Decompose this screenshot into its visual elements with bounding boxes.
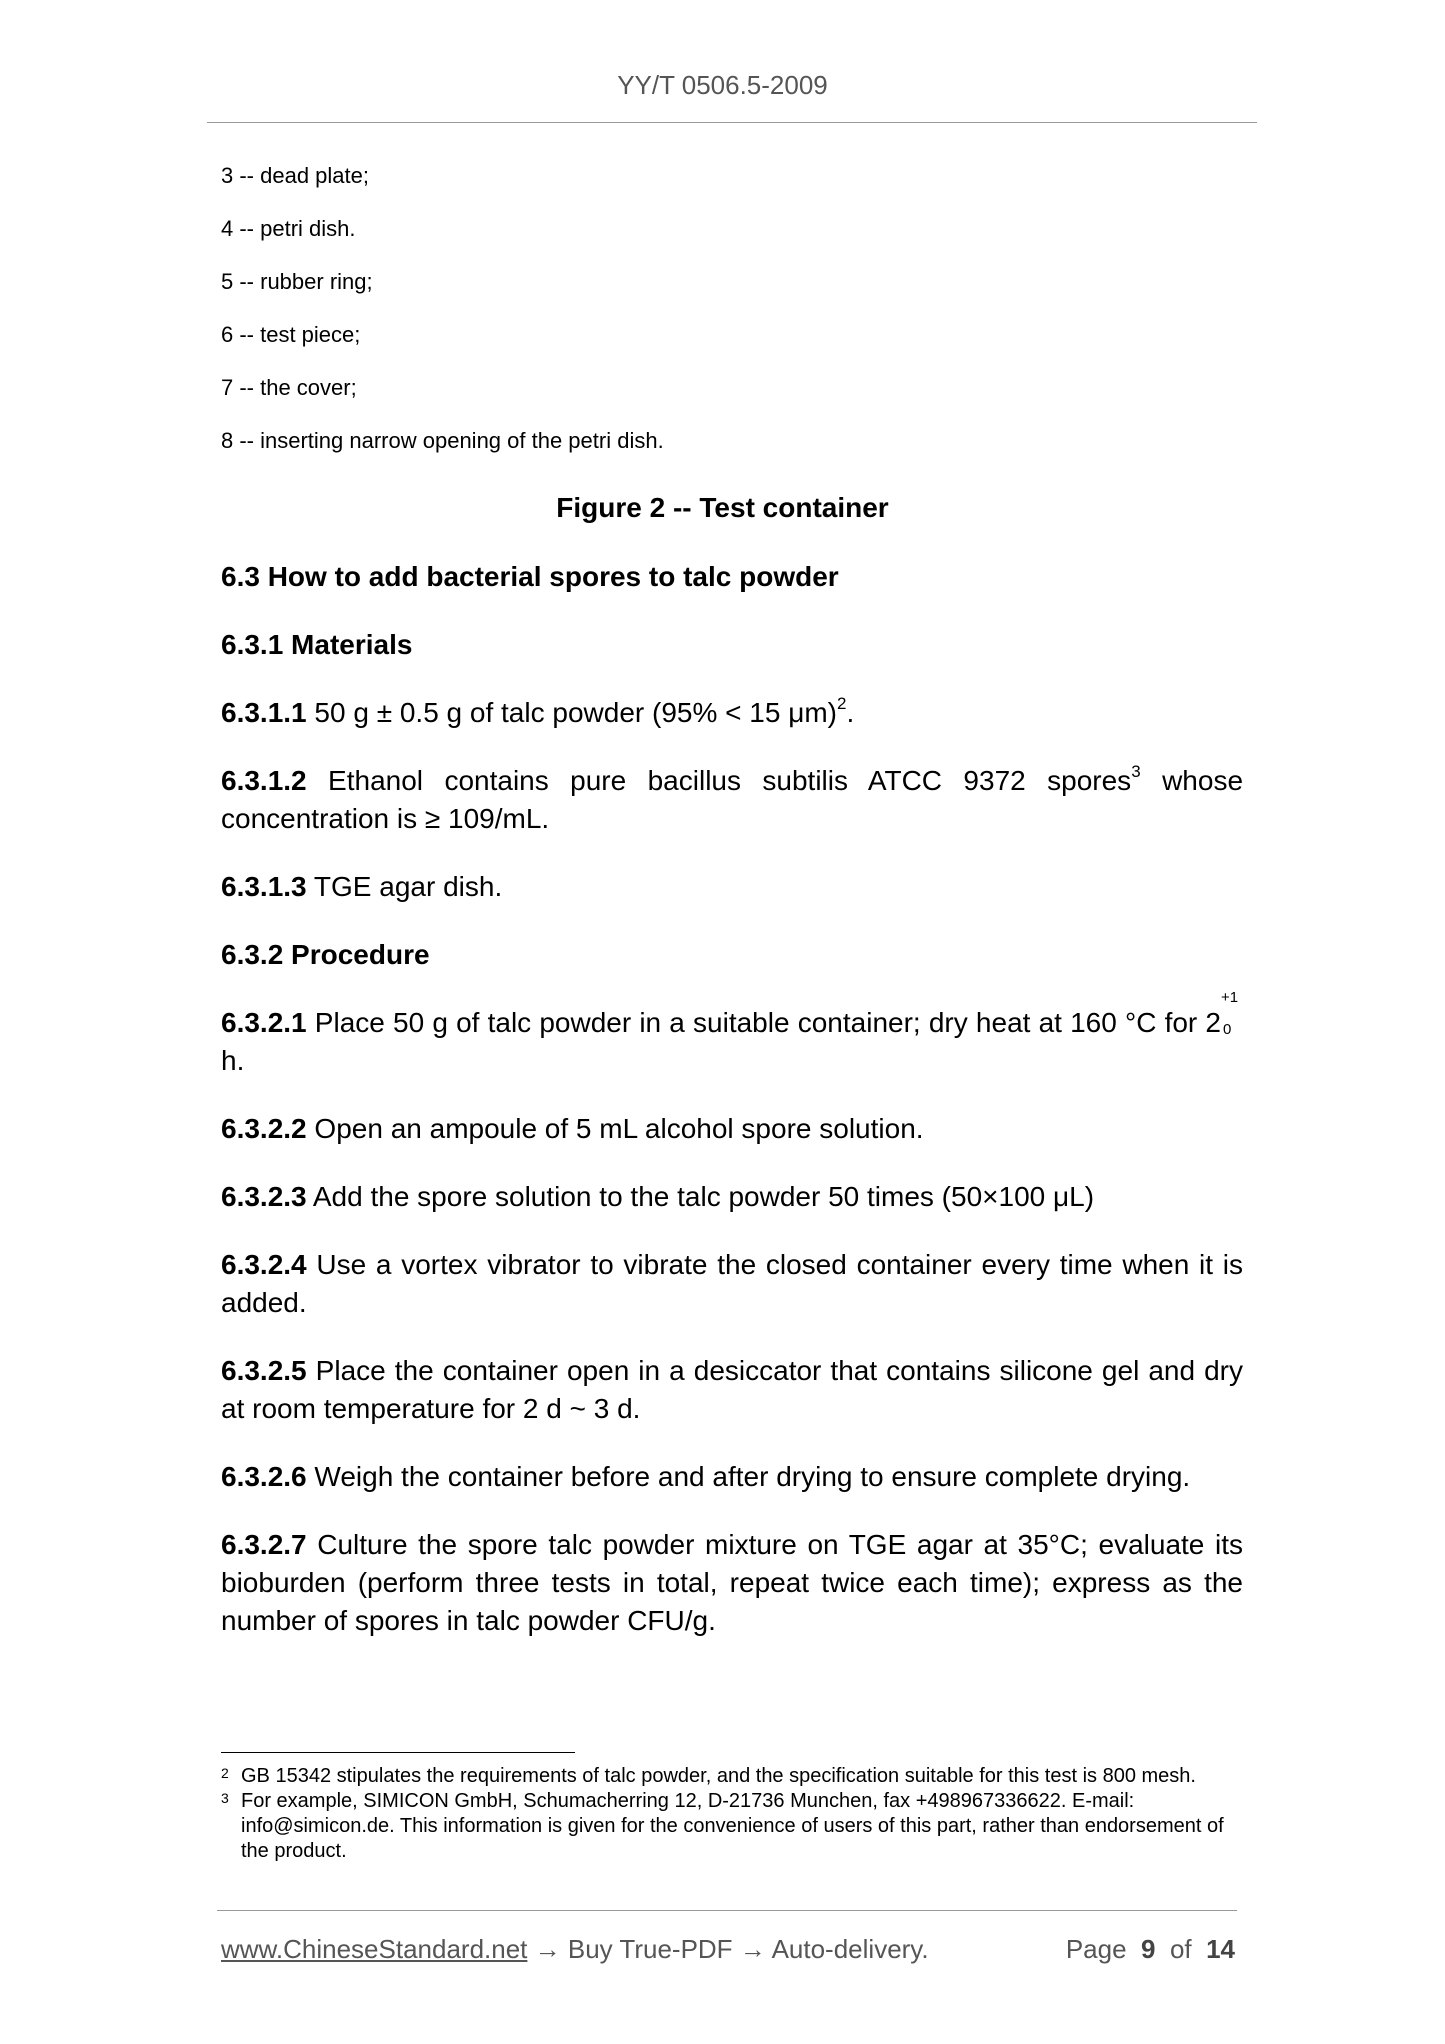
legend-item: 4 -- petri dish.	[221, 216, 356, 241]
legend-item: 8 -- inserting narrow opening of the petri dish.	[221, 428, 664, 453]
legend-item: 5 -- rubber ring;	[221, 269, 373, 294]
clause-6-3-2-6	[221, 1458, 1243, 1496]
footnote-mark: 3	[221, 1790, 229, 1806]
footer-divider	[217, 1910, 1237, 1911]
clause-6-3-2-1	[221, 989, 1243, 1080]
footnote-ref: 3	[1131, 762, 1141, 781]
tolerance-upper: +1	[1221, 989, 1239, 1006]
footnotes	[221, 1764, 1241, 1864]
clause-6-3-1-3	[221, 868, 1243, 906]
section-heading-6-3-2: 6.3.2 Procedure	[221, 939, 430, 970]
page-total: 14	[1206, 1934, 1235, 1964]
header-divider	[207, 122, 1257, 123]
document-body	[221, 558, 1243, 1670]
page-number	[1066, 1934, 1235, 1965]
clause-number: 6.3.2.2	[221, 1113, 307, 1144]
clause-text: Place the container open in a desiccator that contains silicone gel and dry at room temperature for 2 d ~ 3 d.	[221, 1355, 1243, 1424]
clause-text-end: h.	[221, 1045, 245, 1076]
figure-legend	[221, 160, 664, 478]
clause-6-3-1-1	[221, 694, 1243, 732]
footer-promo	[221, 1934, 929, 1965]
page-header-title: YY/T 0506.5-2009	[617, 70, 828, 100]
clause-number: 6.3.2.5	[221, 1355, 307, 1386]
tolerance	[1221, 989, 1243, 1038]
clause-6-3-2-7	[221, 1526, 1243, 1640]
clause-6-3-1-2	[221, 762, 1243, 838]
footer-promo-text: → Buy True-PDF → Auto-delivery.	[527, 1934, 929, 1964]
footnote-text: For example, SIMICON GmbH, Schumacherring 12, D-21736 Munchen, fax +498967336622. E-mail: info@simicon.de. This information is given for the convenience of users of this part, rather than endorsement of the product.	[241, 1790, 1224, 1862]
clause-text: Use a vortex vibrator to vibrate the closed container every time when it is added.	[221, 1249, 1243, 1318]
clause-number: 6.3.2.7	[221, 1529, 307, 1560]
footnote-mark: 2	[221, 1765, 229, 1781]
section-heading-6-3-1: 6.3.1 Materials	[221, 629, 413, 660]
footnote-divider	[221, 1752, 575, 1753]
clause-text: 50 g ± 0.5 g of talc powder (95% < 15 μm)	[306, 697, 837, 728]
clause-number: 6.3.2.3	[221, 1181, 307, 1212]
of-label: of	[1169, 1934, 1192, 1964]
clause-text: Weigh the container before and after drying to ensure complete drying.	[306, 1461, 1191, 1492]
page-label: Page	[1065, 1934, 1127, 1964]
clause-number: 6.3.1.3	[221, 871, 307, 902]
footnote	[221, 1764, 1241, 1789]
clause-6-3-2-4	[221, 1246, 1243, 1322]
clause-text-end: .	[846, 697, 855, 728]
clause-number: 6.3.2.1	[221, 1007, 307, 1038]
footnote-ref: 2	[836, 694, 847, 713]
section-heading-6-3: 6.3 How to add bacterial spores to talc powder	[221, 561, 839, 592]
clause-6-3-2-3	[221, 1178, 1243, 1216]
legend-item: 7 -- the cover;	[221, 375, 357, 400]
footnote	[221, 1789, 1241, 1864]
clause-number: 6.3.1.2	[221, 765, 307, 796]
clause-number: 6.3.2.6	[221, 1461, 307, 1492]
page-current: 9	[1141, 1934, 1156, 1964]
legend-item: 3 -- dead plate;	[221, 163, 369, 188]
clause-text-end: whose concentration is ≥ 109/mL.	[221, 765, 1244, 834]
clause-6-3-2-5	[221, 1352, 1243, 1428]
website-link[interactable]: www.ChineseStandard.net	[221, 1934, 528, 1964]
tolerance-lower: 0	[1223, 1021, 1232, 1038]
clause-text: Open an ampoule of 5 mL alcohol spore solution.	[306, 1113, 924, 1144]
clause-text: Add the spore solution to the talc powder 50 times (50×100 μL)	[306, 1181, 1095, 1212]
clause-text: Culture the spore talc powder mixture on TGE agar at 35°C; evaluate its bioburden (perform three tests in total, repeat twice each time); express as the number of spores in talc powder CFU/g.	[221, 1529, 1243, 1636]
figure-caption: Figure 2 -- Test container	[556, 492, 889, 523]
legend-item: 6 -- test piece;	[221, 322, 361, 347]
footnote-text: GB 15342 stipulates the requirements of talc powder, and the specification suitable for this test is 800 mesh.	[241, 1765, 1196, 1787]
clause-6-3-2-2	[221, 1110, 1243, 1148]
clause-number: 6.3.1.1	[221, 697, 307, 728]
clause-text: Ethanol contains pure bacillus subtilis ATCC 9372 spores	[306, 765, 1132, 796]
clause-text: Place 50 g of talc powder in a suitable container; dry heat at 160 °C for 2	[306, 1007, 1221, 1038]
clause-text: TGE agar dish.	[306, 871, 503, 902]
clause-number: 6.3.2.4	[221, 1249, 307, 1280]
